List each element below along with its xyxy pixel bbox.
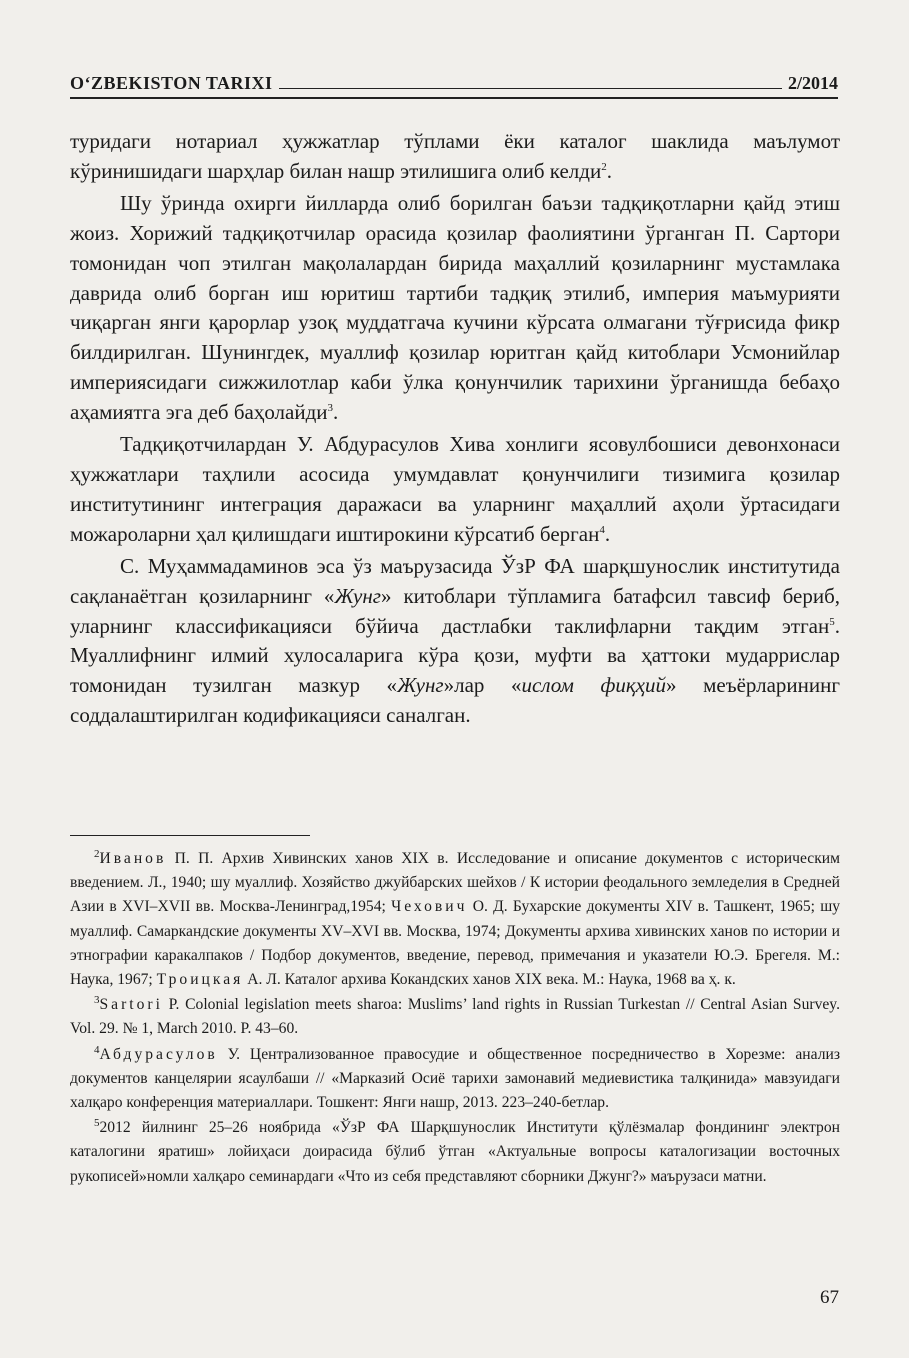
footnote-ref-5[interactable]: 5 (829, 615, 835, 628)
author-name: Абдурасулов (99, 1045, 218, 1063)
footnote-2: $^2$Иванов П. П. Архив Хивинских ханов XIX в. Исследование и описание документов с историческим введением. Л., 1940; шу муаллиф. Хозяйство джуйбарских шейхов / К истории феодального земледелия в Средней Азии в XVI–XVII вв. Москва-Ленинград,1954; Чехович О. Д. Бухарские документы XIV в. Ташкент, 1965; шу муаллиф. Самаркандские документы XV–XVI вв. Москва, 1974; Документы архива хивинских ханов по истории и этнографии каракалпаков / Подбор документов, введение, перевод, примечания и указатели Ю.Э. Брегеля. М.: Наука, 1967; Троицкая А. Л. Каталог архива Кокандских ханов XIX века. М.: Наука, 1968 ва ҳ. к. (70, 847, 840, 989)
author-name: Иванов (99, 850, 167, 867)
paragraph-3: Тадқиқотчилардан У. Абдурасулов Хива хонлиги ясовулбошиси девонхонаси ҳужжатлари таҳлили асосида умумдавлат қонунчилиги тизимига қозилар институтининг интеграция даражаси ва уларнинг маҳаллий аҳоли ўртасидаги можароларни ҳал қилишдаги иштирокини кўрсатиб берган$^4$. (70, 432, 840, 546)
footnote-ref-4[interactable]: 4 (599, 523, 605, 536)
page-number: 67 (820, 1287, 839, 1308)
italic-term: Жунг (397, 673, 444, 698)
author-name: Чехович (391, 898, 468, 916)
italic-term: Жунг (334, 583, 381, 608)
footnote-ref-2[interactable]: 2 (601, 160, 607, 173)
running-header (70, 66, 838, 94)
author-name: Троицкая (156, 971, 244, 989)
footnote-4: $^4$Абдурасулов У. Централизованное правосудие и общественное посредничество в Хорезме: анализ документов канцелярии ясаулбаши // «Марказий Осиё тарихи замонавий медиевистика талқинида» мавзуидаги халқаро конференция материаллари. Тошкент: Янги нашр, 2013. 223–240-бетлар. (70, 1043, 840, 1112)
footnotes (70, 847, 840, 1189)
footnote-separator (70, 835, 310, 836)
paragraph-2: Шу ўринда охирги йилларда олиб борилган баъзи тадқиқотларни қайд этиш жоиз. Хорижий тадқиқотчилар орасида қозилар фаолиятини ўрганган П. Сартори томонидан чоп этилган мақолалардан бирида маҳаллий қозиларнинг мустамлака даврида олиб борган иш юритиш тартиби тадқиқ этилиб, империя маъмурияти чиқарган янги қарорлар узоқ муддатгача кучини кўрсата олмагани тўғрисида фикр билдирилган. Шунингдек, муаллиф қозилар юритган қайд китоблари Усмонийлар империясидаги сижжилотлар каби ўлка қонунчилик тарихини ўрганишда бебаҳо аҳамиятга эга деб баҳолайди$^3$. (70, 190, 840, 425)
italic-term: ислом фиқҳий (521, 673, 667, 698)
footnote-5: $^5$2012 йилнинг 25–26 ноябрида «ЎзР ФА Шарқшунослик Институти қўлёзмалар фондининг электрон каталогини яратиш» лойиҳаси доирасида бўлиб ўтган «Актуальные вопросы каталогизации восточных рукописей»номли халқаро семинардаги «Что из себя представляют сборники Джунг?» маърузаси матни. (70, 1117, 840, 1185)
footnote-ref-3[interactable]: 3 (327, 402, 334, 415)
paragraph-4: С. Муҳаммадаминов эса ўз маърузасида ЎзР ФА шарқшунослик институтида сақланаётган қозиларнинг «Жунг» китоблари тўпламига батафсил тавсиф бериб, уларнинг классификацияси бўйича дастлабки таклифларни тақдим этган$^5$. Муаллифнинг илмий хулосаларига кўра қози, муфти ва ҳаттоки мударрислар томонидан тузилган мазкур «Жунг»лар «ислом фиқҳий» меъёрларининг соддалаштирилган кодификацияси саналган. (70, 553, 841, 728)
journal-title: O‘ZBEKISTON TARIXI (70, 73, 273, 93)
issue-number: 2/2014 (787, 73, 838, 93)
header-divider (70, 97, 838, 99)
header-rule (279, 88, 782, 89)
paragraph-1: туридаги нотариал ҳужжатлар тўплами ёки каталог шаклида маълумот кўринишидаги шарҳлар билан нашр этилишига олиб келди$^2$. (70, 129, 840, 183)
author-name: Sartori (99, 996, 163, 1014)
article-body (70, 127, 840, 731)
footnote-3: $^3$Sartori P. Colonial legislation meets sharoa: Muslims’ land rights in Russian Turkestan // Central Asian Survey. Vol. 29. № 1, March 2010. P. 43–60. (70, 994, 840, 1038)
